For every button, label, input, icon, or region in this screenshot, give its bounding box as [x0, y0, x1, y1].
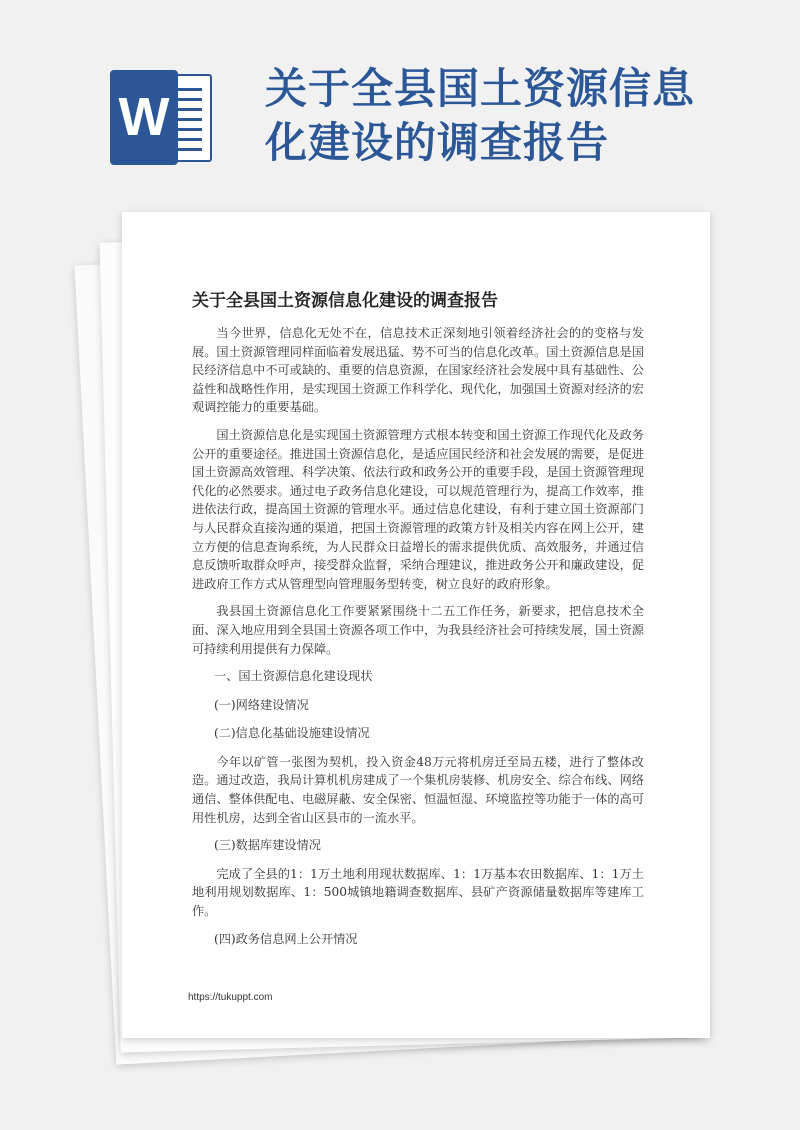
document-page	[122, 212, 710, 1038]
page-heading: 关于全县国土资源信息化建设的调查报告	[192, 291, 498, 311]
paragraph: 完成了全县的1：1万土地利用现状数据库、1：1万基本农田数据库、1：1万土地利用规划数据库、1：500城镇地籍调查数据库、县矿产资源储量数据库等建库工作。	[192, 866, 644, 919]
subsection-heading: (三)数据库建设情况	[213, 838, 321, 853]
subsection-heading: (四)政务信息网上公开情况	[213, 931, 358, 946]
subsection-heading: (二)信息化基础设施建设情况	[213, 726, 370, 741]
word-logo-badge: W	[110, 70, 178, 165]
paragraph: 当今世界，信息化无处不在，信息技术正深刻地引领着经济社会的的变格与发展。国土资源管理同样面临着发展迅猛、势不可当的信息化改革。国土资源信息是国民经济信息中不可或缺的、重要的信息资源，在国家经济社会发展中具有基础性、公益性和战略性作用，是实现国土资源工作科学化、现代化，加强国土资源对经济的宏观调控能力的重要基础。	[192, 326, 644, 415]
section-heading: 一、国土资源信息化建设现状	[213, 669, 373, 684]
page-footer-url: https://tukuppt.com	[188, 992, 273, 1003]
word-document-icon	[110, 70, 220, 165]
document-title: 关于全县国土资源信息化建设的调查报告	[265, 64, 696, 167]
subsection-heading: (一)网络建设情况	[213, 697, 309, 712]
page-body	[192, 324, 644, 958]
paragraph: 今年以矿管一张图为契机，投入资金48万元将机房迁至局五楼，进行了整体改造。通过改造，我局计算机机房建成了一个集机房装修、机房安全、综合布线、网络通信、整体供配电、电磁屏蔽、安全保密、恒温恒湿、环境监控等功能于一体的高可用性机房，达到全省山区县市的一流水平。	[192, 754, 644, 825]
paragraph: 我县国土资源信息化工作要紧紧围绕十二五工作任务，新要求，把信息技术全面、深入地应用到全县国土资源各项工作中，为我县经济社会可持续发展，国土资源可持续利用提供有力保障。	[192, 604, 644, 656]
paragraph: 国土资源信息化是实现国土资源管理方式根本转变和国土资源工作现代化及政务公开的重要途径。推进国土资源信息化，是适应国民经济和社会发展的需要，是促进国土资源高效管理、科学决策、依法行政和政务公开的重要手段，是国土资源管理现代化的必然要求。通过电子政务信息化建设，可以规范管理行为，提高工作效率，推进依法行政，提高国土资源的管理水平。通过信息化建设，有利于建立国土资源部门与人民群众直接沟通的渠道，把国土资源管理的政策方针及相关内容在网上公开，建立方便的信息查询系统，为人民群众日益增长的需求提供优质、高效服务，并通过信息反馈听取群众呼声，接受群众监督，采纳合理建议，推进政务公开和廉政建设，促进政府工作方式从管理型向管理服务型转变，树立良好的政府形象。	[192, 427, 644, 591]
